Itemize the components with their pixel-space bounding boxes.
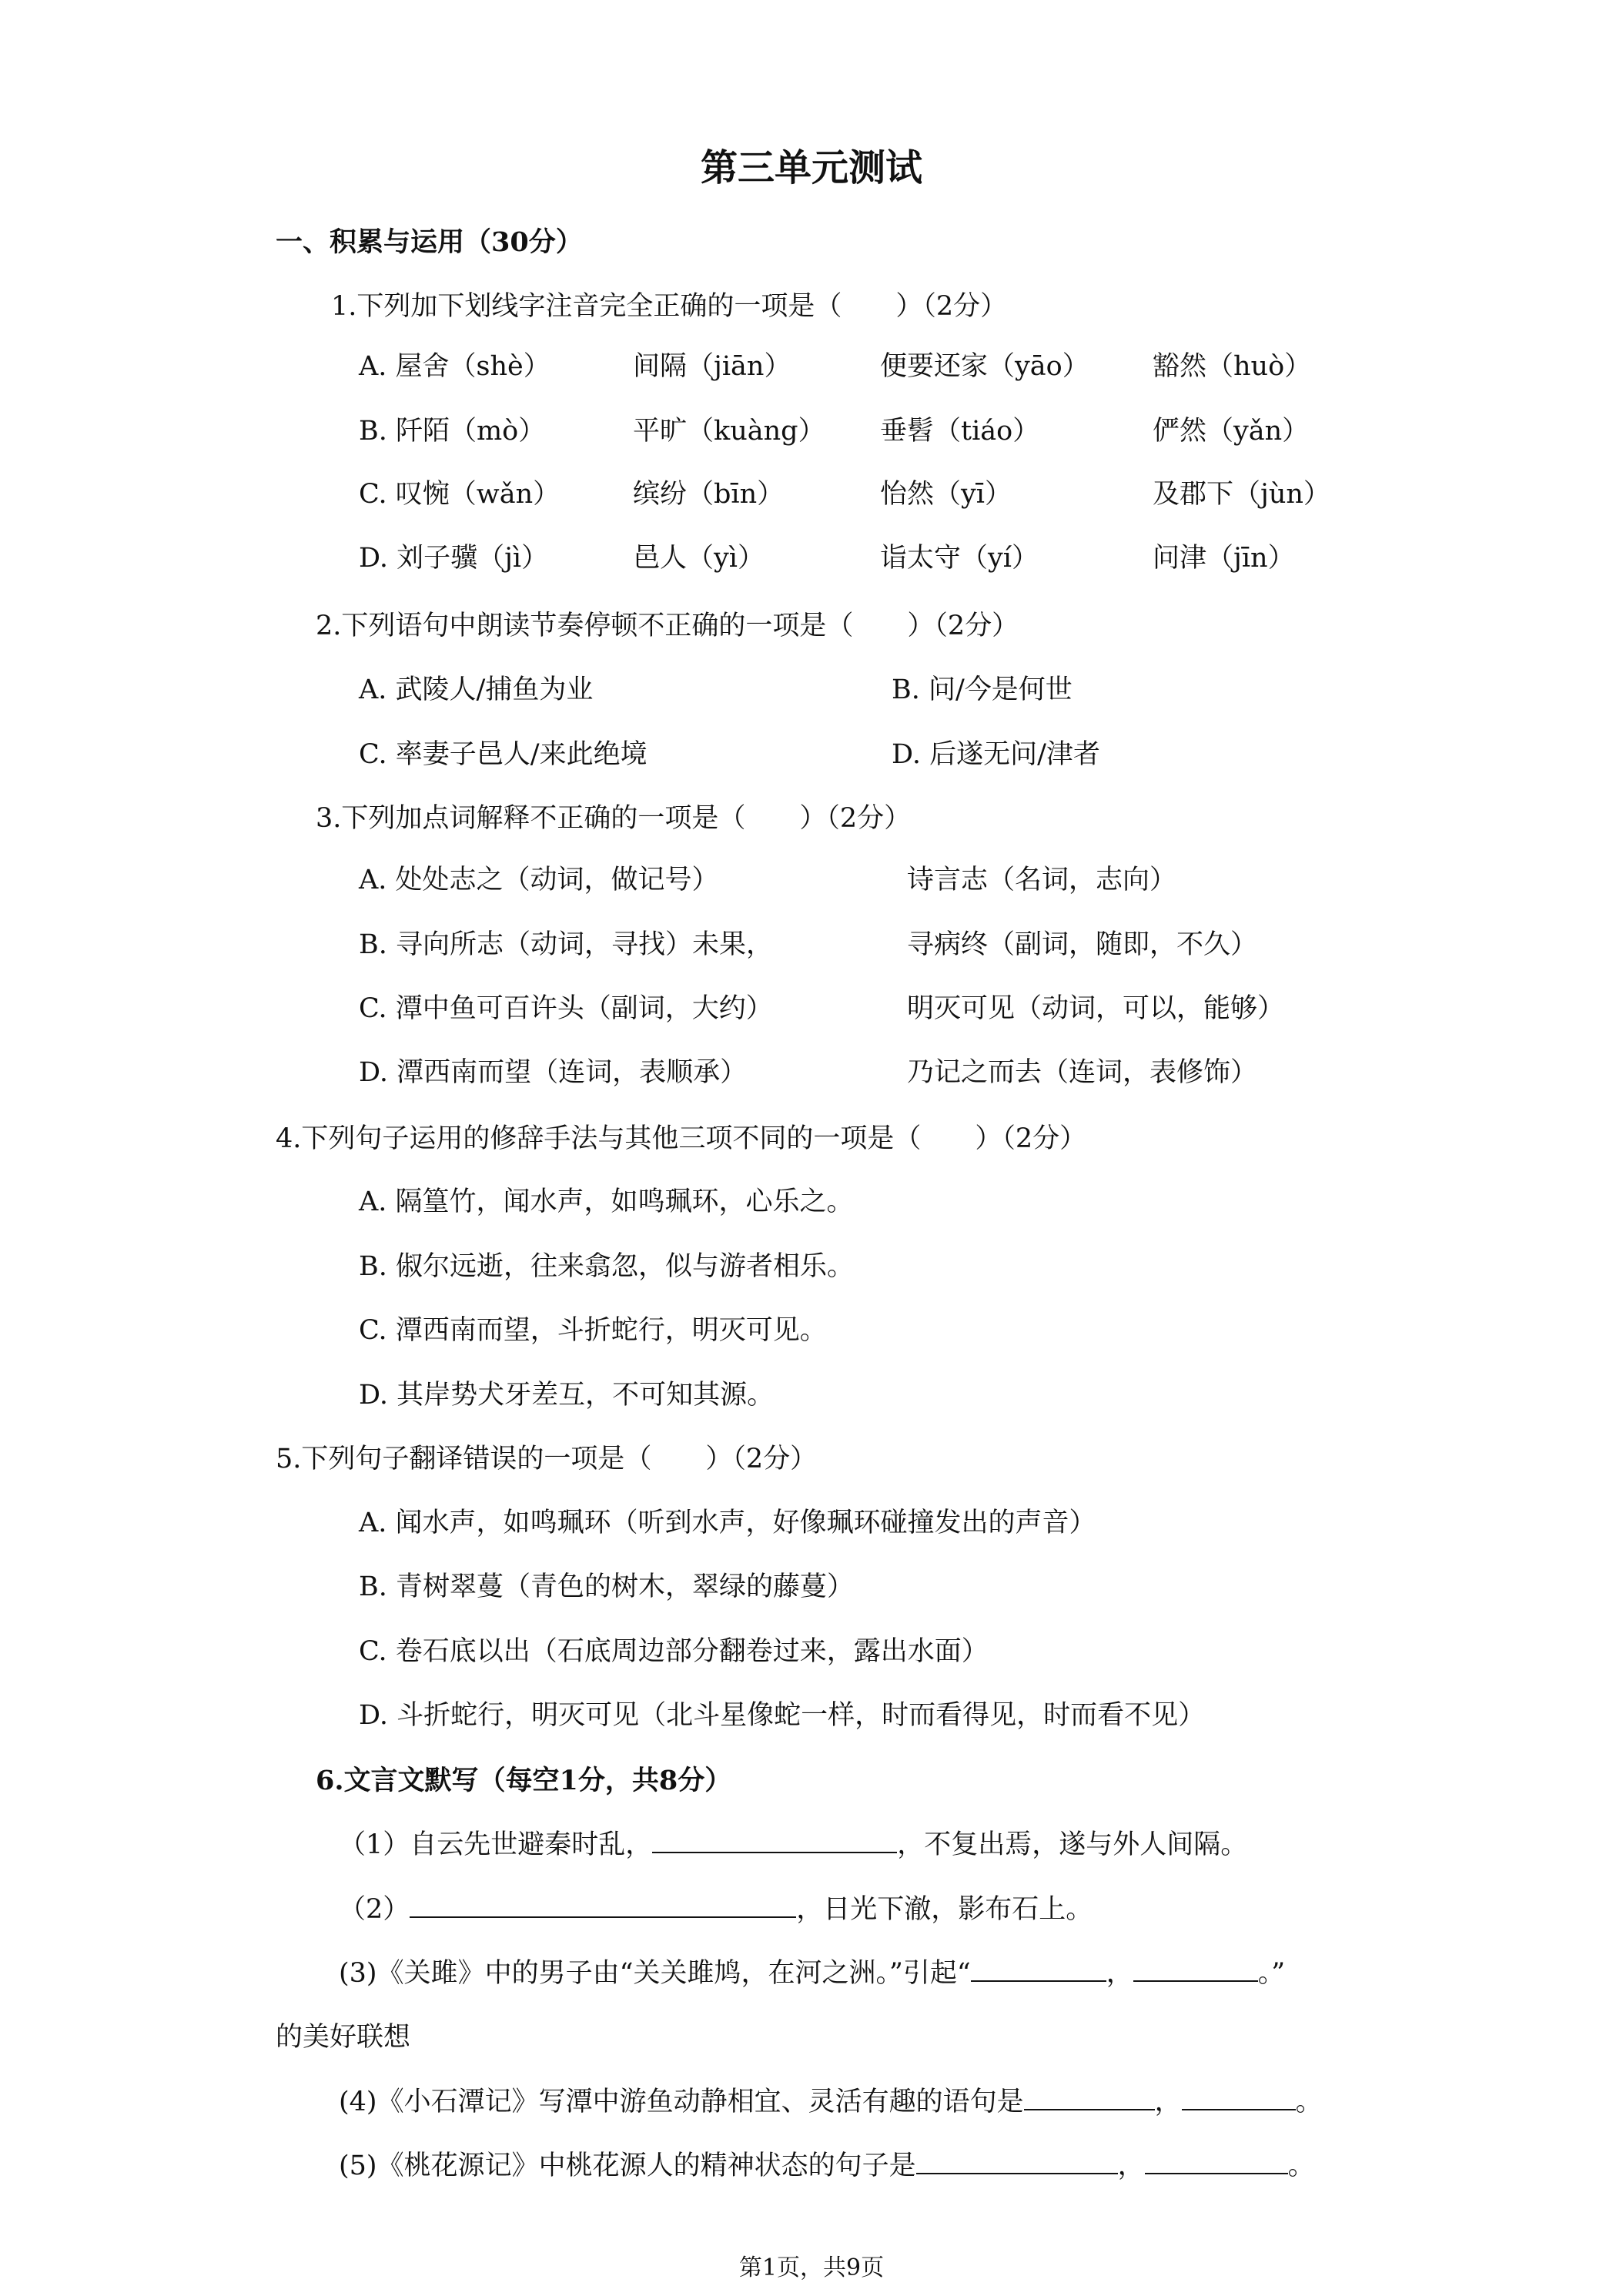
dictation-text: ，日光下澈，影布石上。 [796,1894,1093,1925]
question-5-stem: 5.下列句子翻译错误的一项是（ ）（2分） [276,1444,818,1474]
q1-option: B. 阡陌（mò） [359,416,546,447]
dictation-text: ， [1106,1958,1133,1989]
dictation-text: 。 [1295,2087,1323,2117]
answer-blank[interactable] [1133,1956,1258,1982]
dictation-text: 。 [1287,2150,1315,2181]
q5-option: A. 闻水声，如鸣珮环（听到水声，好像珮环碰撞发出的声音） [359,1508,1096,1538]
question-1-stem: 1.下列加下划线字注音完全正确的一项是（ ）（2分） [331,291,1008,322]
answer-blank[interactable] [916,2148,1118,2174]
q1-option: 邑人（yì） [633,543,765,574]
q4-option: D. 其岸势犬牙差互，不可知其源。 [359,1380,775,1411]
question-3-stem: 3.下列加点词解释不正确的一项是（ ）（2分） [316,803,912,834]
q2-option: B. 问/今是何世 [892,674,1073,705]
dictation-text: ， [1154,2087,1182,2117]
section-heading: 一、积累与运用（30分） [276,226,583,258]
dictation-text: (3)《关雎》中的男子由“关关雎鸠，在河之洲。”引起“ [339,1958,971,1989]
q3-option: D. 潭西南而望（连词，表顺承） [359,1057,748,1088]
q3-option: B. 寻向所志（动词，寻找）未果， [359,929,773,960]
q2-option: C. 率妻子邑人/来此绝境 [359,739,648,770]
q1-option: A. 屋舍（shè） [359,351,550,382]
q3-option: A. 处处志之（动词，做记号） [359,865,719,895]
q3-option: 乃记之而去（连词，表修饰） [907,1057,1258,1088]
q1-option: 豁然（huò） [1153,351,1312,382]
page-footer: 第1页，共9页 [738,2254,885,2281]
q2-option: A. 武陵人/捕鱼为业 [359,674,594,705]
dictation-line-1 [339,1827,1247,1863]
q1-option: 及郡下（jùn） [1153,479,1330,510]
q1-option: 平旷（kuàng） [633,416,825,447]
dictation-text: (4)《小石潭记》写潭中游鱼动静相宜、灵活有趣的语句是 [339,2087,1024,2117]
q3-option: 诗言志（名词，志向） [907,865,1177,895]
answer-blank[interactable] [410,1892,796,1918]
dictation-text: ，不复出焉，遂与外人间隔。 [897,1829,1248,1860]
answer-blank[interactable] [1182,2084,1296,2110]
q1-option: 俨然（yǎn） [1153,416,1310,447]
dictation-text: (5)《桃花源记》中桃花源人的精神状态的句子是 [339,2150,916,2181]
q3-option: C. 潭中鱼可百许头（副词，大约） [359,993,773,1024]
q1-option: D. 刘子骥（jì） [359,543,549,574]
answer-blank[interactable] [1024,2084,1155,2110]
dictation-text: ， [1117,2150,1145,2181]
question-4-stem: 4.下列句子运用的修辞手法与其他三项不同的一项是（ ）（2分） [276,1123,1087,1154]
q1-option: 诣太守（yí） [880,543,1039,574]
question-6-stem: 6.文言文默写（每空1分，共8分） [316,1765,732,1796]
q3-option: 明灭可见（动词，可以，能够） [907,993,1285,1024]
q1-option: 便要还家（yāo） [880,351,1089,382]
q1-option: C. 叹惋（wǎn） [359,479,561,510]
dictation-line-3 [339,1956,1285,1991]
q4-option: C. 潭西南而望，斗折蛇行，明灭可见。 [359,1315,827,1346]
q1-option: 问津（jīn） [1153,543,1295,574]
dictation-text: （2） [339,1894,410,1925]
page-title: 第三单元测试 [700,146,922,189]
q2-option: D. 后遂无问/津者 [892,739,1100,770]
q5-option: C. 卷石底以出（石底周边部分翻卷过来，露出水面） [359,1636,989,1667]
q3-option: 寻病终（副词，随即，不久） [907,929,1258,960]
answer-blank[interactable] [652,1827,897,1853]
dictation-text: （1）自云先世避秦时乱， [339,1829,653,1860]
dictation-line-3-cont: 的美好联想 [276,2022,411,2053]
dictation-text: 。” [1257,1958,1286,1989]
answer-blank[interactable] [1145,2148,1288,2174]
q1-option: 缤纷（bīn） [633,479,785,510]
q4-option: B. 俶尔远逝，往来翕忽，似与游者相乐。 [359,1251,854,1282]
question-2-stem: 2.下列语句中朗读节奏停顿不正确的一项是（ ）（2分） [316,611,1019,641]
dictation-line-2 [339,1892,1093,1927]
q4-option: A. 隔篁竹，闻水声，如鸣珮环，心乐之。 [359,1186,854,1217]
dictation-line-4 [339,2084,1323,2120]
q1-option: 垂髫（tiáo） [880,416,1040,447]
q5-option: B. 青树翠蔓（青色的树木，翠绿的藤蔓） [359,1571,854,1602]
answer-blank[interactable] [971,1956,1106,1982]
q1-option: 怡然（yī） [880,479,1012,510]
dictation-line-5 [339,2148,1315,2184]
q5-option: D. 斗折蛇行，明灭可见（北斗星像蛇一样，时而看得见，时而看不见） [359,1700,1206,1731]
q1-option: 间隔（jiān） [633,351,791,382]
